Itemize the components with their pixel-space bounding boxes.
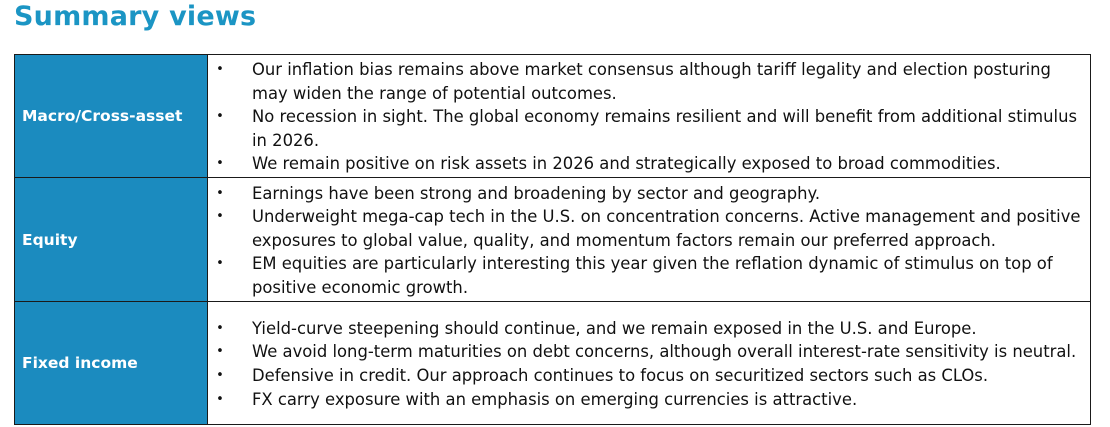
bullet-icon: • bbox=[216, 109, 224, 125]
bullet-icon: • bbox=[216, 368, 224, 383]
bullet-list bbox=[208, 317, 1086, 411]
bullet-text: EM equities are particularly interesting this year given the reflation dynamic of stimulus on top of positive economic growth. bbox=[252, 254, 1053, 297]
bullet-icon: • bbox=[216, 185, 224, 201]
bullet-icon: • bbox=[216, 256, 224, 272]
bullet-item bbox=[208, 252, 1086, 299]
row-label: Equity bbox=[15, 178, 208, 302]
bullet-icon: • bbox=[216, 156, 224, 172]
bullet-item bbox=[208, 58, 1086, 105]
row-content bbox=[208, 178, 1091, 302]
bullet-icon: • bbox=[216, 391, 224, 407]
bullet-text: Our inflation bias remains above market consensus although tariff legality and election posturing may widen the range of potential outcomes. bbox=[252, 60, 1051, 103]
bullet-text: Yield-curve steepening should continue, and we remain exposed in the U.S. and Europe. bbox=[252, 318, 977, 338]
bullet-text: No recession in sight. The global economy remains resilient and will benefit from additional stimulus in 2026. bbox=[252, 107, 1078, 150]
page-title: Summary views bbox=[14, 1, 257, 32]
bullet-text: Underweight mega-cap tech in the U.S. on concentration concerns. Active management and positive exposures to global value, quality, and momentum factors remain our preferred approach. bbox=[252, 207, 1081, 250]
row-label: Fixed income bbox=[15, 302, 208, 425]
table-row-fixed-income bbox=[15, 302, 1091, 425]
bullet-item bbox=[208, 182, 1086, 206]
bullet-item bbox=[208, 152, 1086, 176]
bullet-list bbox=[208, 58, 1086, 176]
bullet-item bbox=[208, 388, 1086, 412]
bullet-icon: • bbox=[216, 209, 224, 225]
bullet-text: We avoid long-term maturities on debt concerns, although overall interest-rate sensitivity is neutral. bbox=[252, 342, 1077, 362]
row-content bbox=[208, 302, 1091, 425]
bullet-item bbox=[208, 317, 1086, 341]
bullet-item bbox=[208, 205, 1086, 252]
bullet-icon: • bbox=[216, 320, 224, 336]
bullet-list bbox=[208, 182, 1086, 300]
bullet-item bbox=[208, 364, 1086, 388]
bullet-text: We remain positive on risk assets in 2026 and strategically exposed to broad commodities. bbox=[252, 154, 1001, 174]
row-label: Macro/Cross-asset bbox=[15, 55, 208, 178]
bullet-icon: • bbox=[216, 344, 224, 360]
row-content bbox=[208, 55, 1091, 178]
table-row-macro-cross-asset bbox=[15, 55, 1091, 178]
bullet-item bbox=[208, 340, 1086, 364]
bullet-item bbox=[208, 105, 1086, 152]
bullet-icon: • bbox=[216, 62, 224, 78]
bullet-text: Earnings have been strong and broadening by sector and geography. bbox=[252, 183, 821, 203]
table-row-equity bbox=[15, 178, 1091, 302]
bullet-text: Defensive in credit. Our approach continues to focus on securitized sectors such as CLOs. bbox=[252, 366, 989, 385]
summary-table bbox=[14, 54, 1091, 425]
bullet-text: FX carry exposure with an emphasis on emerging currencies is attractive. bbox=[252, 389, 858, 409]
